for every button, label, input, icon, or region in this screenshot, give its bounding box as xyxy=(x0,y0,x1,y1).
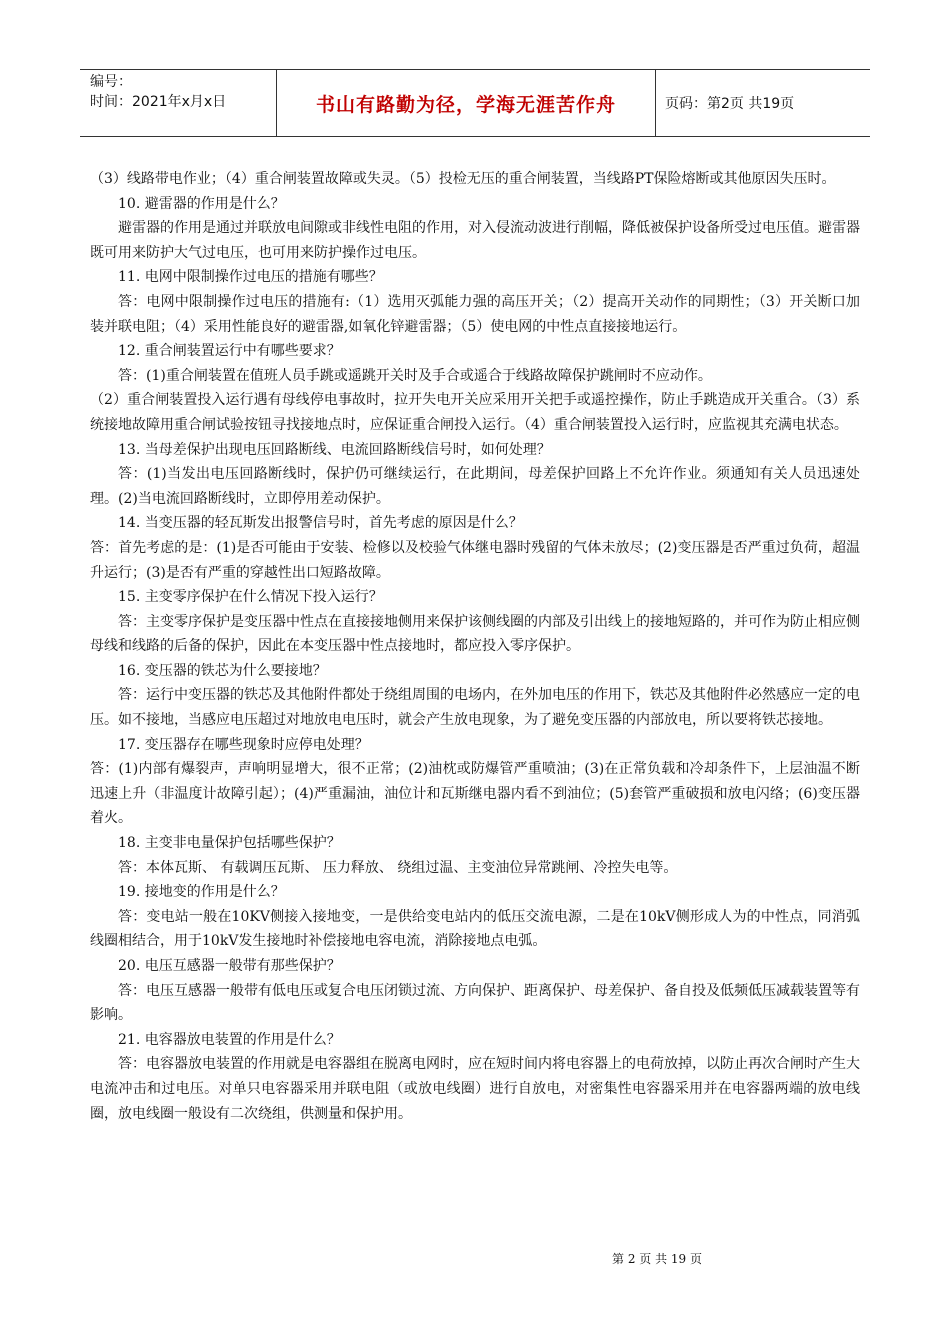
body-paragraph: （3）线路带电作业；（4）重合闸装置故障或失灵。（5）投检无压的重合闸装置，当线路PT保险熔断或其他原因失压时。 xyxy=(90,171,836,187)
document-number-label: 编号： xyxy=(90,74,132,90)
body-paragraph: （2）重合闸装置投入运行遇有母线停电事故时，拉开失电开关应采用开关把手或遥控操作，防止手跳造成开关重合。（3）系统接地故障用重合闸试验按钮寻找接地点时，应保证重合闸投入运行。（4）重合闸装置投入运行时，应监视其充满电状态。 xyxy=(90,392,860,433)
header-page-info: 页码：第2页 共19页 xyxy=(665,96,795,112)
body-paragraph: 答：主变零序保护是变压器中性点在直接接地侧用来保护该侧线圈的内部及引出线上的接地短路的，并可作为防止相应侧母线和线路的后备的保护，因此在本变压器中性点接地时，都应投入零序保护。 xyxy=(90,613,860,655)
header-meta xyxy=(80,70,277,136)
body-paragraph: 答：首先考虑的是：(1)是否可能由于安装、检修以及校验气体继电器时残留的气体未放尽；(2)变压器是否严重过负荷，超温升运行；(3)是否有严重的穿越性出口短路故障。 xyxy=(90,539,860,581)
body-paragraph: 20. 电压互感器一般带有那些保护？ xyxy=(118,958,341,974)
body-paragraph: 18. 主变非电量保护包括哪些保护？ xyxy=(118,835,341,852)
body-paragraph: 19. 接地变的作用是什么？ xyxy=(118,884,285,901)
body-paragraph: 答：电容器放电装置的作用就是电容器组在脱离电网时，应在短时间内将电容器上的电荷放掉，以防止再次合闸时产生大电流冲击和过电压。对单只电容器采用并联电阻（或放电线圈）进行自放电，对密集性电容器采用并在电容器两端的放电线圈，放电线圈一般设有二次绕组，供测量和保护用。 xyxy=(90,1056,860,1122)
document-time-label: 时间：2021年x月x日 xyxy=(90,94,227,110)
body-paragraph: 14. 当变压器的轻瓦斯发出报警信号时，首先考虑的原因是什么？ xyxy=(118,515,523,532)
body-paragraph: 12. 重合闸装置运行中有哪些要求？ xyxy=(118,343,341,360)
body-paragraph: 答：(1)当发出电压回路断线时，保护仍可继续运行，在此期间，母差保护回路上不允许作业。须通知有关人员迅速处理。(2)当电流回路断线时，立即停用差动保护。 xyxy=(90,466,860,507)
body-paragraph: 10. 避雷器的作用是什么？ xyxy=(118,195,285,212)
body-paragraph: 避雷器的作用是通过并联放电间隙或非线性电阻的作用，对入侵流动波进行削幅，降低被保护设备所受过电压值。避雷器既可用来防护大气过电压，也可用来防护操作过电压。 xyxy=(90,220,860,261)
body-paragraph: 答：电压互感器一般带有低电压或复合电压闭锁过流、方向保护、距离保护、母差保护、备自投及低频低压减载装置等有影响。 xyxy=(90,982,860,1024)
body-paragraph: 答：电网中限制操作过电压的措施有:（1）选用灭弧能力强的高压开关；（2）提高开关动作的同期性；（3）开关断口加装并联电阻；（4）采用性能良好的避雷器,如氧化锌避雷器；（5）使电网的中性点直接接地运行。 xyxy=(90,293,860,335)
header-motto: 书山有路勤为径，学海无涯苦作舟 xyxy=(277,70,656,136)
body-paragraph: 13. 当母差保护出现电压回路断线、电流回路断线信号时，如何处理？ xyxy=(118,441,551,458)
body-paragraph: 21. 电容器放电装置的作用是什么？ xyxy=(118,1031,341,1048)
page-footer: 第 2 页 共 19 页 xyxy=(612,1252,702,1266)
body-paragraph: 15. 主变零序保护在什么情况下投入运行？ xyxy=(118,589,383,606)
body-paragraph: 答：运行中变压器的铁芯及其他附件都处于绕组周围的电场内，在外加电压的作用下，铁芯及其他附件必然感应一定的电压。如不接地，当感应电压超过对地放电电压时，就会产生放电现象，为了避免变压器的内部放电，所以要将铁芯接地。 xyxy=(90,687,860,729)
body-paragraph: 答：(1)重合闸装置在值班人员手跳或遥跳开关时及手合或遥合于线路故障保护跳闸时不应动作。 xyxy=(118,367,712,384)
body-paragraph: 16. 变压器的铁芯为什么要接地？ xyxy=(118,662,327,679)
body-paragraph: 答：本体瓦斯、 有载调压瓦斯、 压力释放、 绕组过温、主变油位异常跳闸、冷控失电等。 xyxy=(118,859,678,876)
body-paragraph: 11. 电网中限制操作过电压的措施有哪些？ xyxy=(118,269,383,286)
body-paragraph: 答：变电站一般在10KV侧接入接地变，一是供给变电站内的低压交流电源，二是在10kV侧形成人为的中性点，同消弧线圈相结合，用于10kV发生接地时补偿接地电容电流，消除接地点电弧。 xyxy=(90,908,860,950)
document-body xyxy=(90,167,860,1126)
body-paragraph: 17. 变压器存在哪些现象时应停电处理？ xyxy=(118,736,369,753)
page-header xyxy=(80,69,870,137)
body-paragraph: 答：(1)内部有爆裂声，声响明显增大，很不正常；(2)油枕或防爆管严重喷油；(3)在正常负载和冷却条件下，上层油温不断迅速上升（非温度计故障引起）；(4)严重漏油，油位计和瓦斯继电器内看不到油位；(5)套管严重破损和放电闪络；(6)变压器着火。 xyxy=(90,761,860,827)
